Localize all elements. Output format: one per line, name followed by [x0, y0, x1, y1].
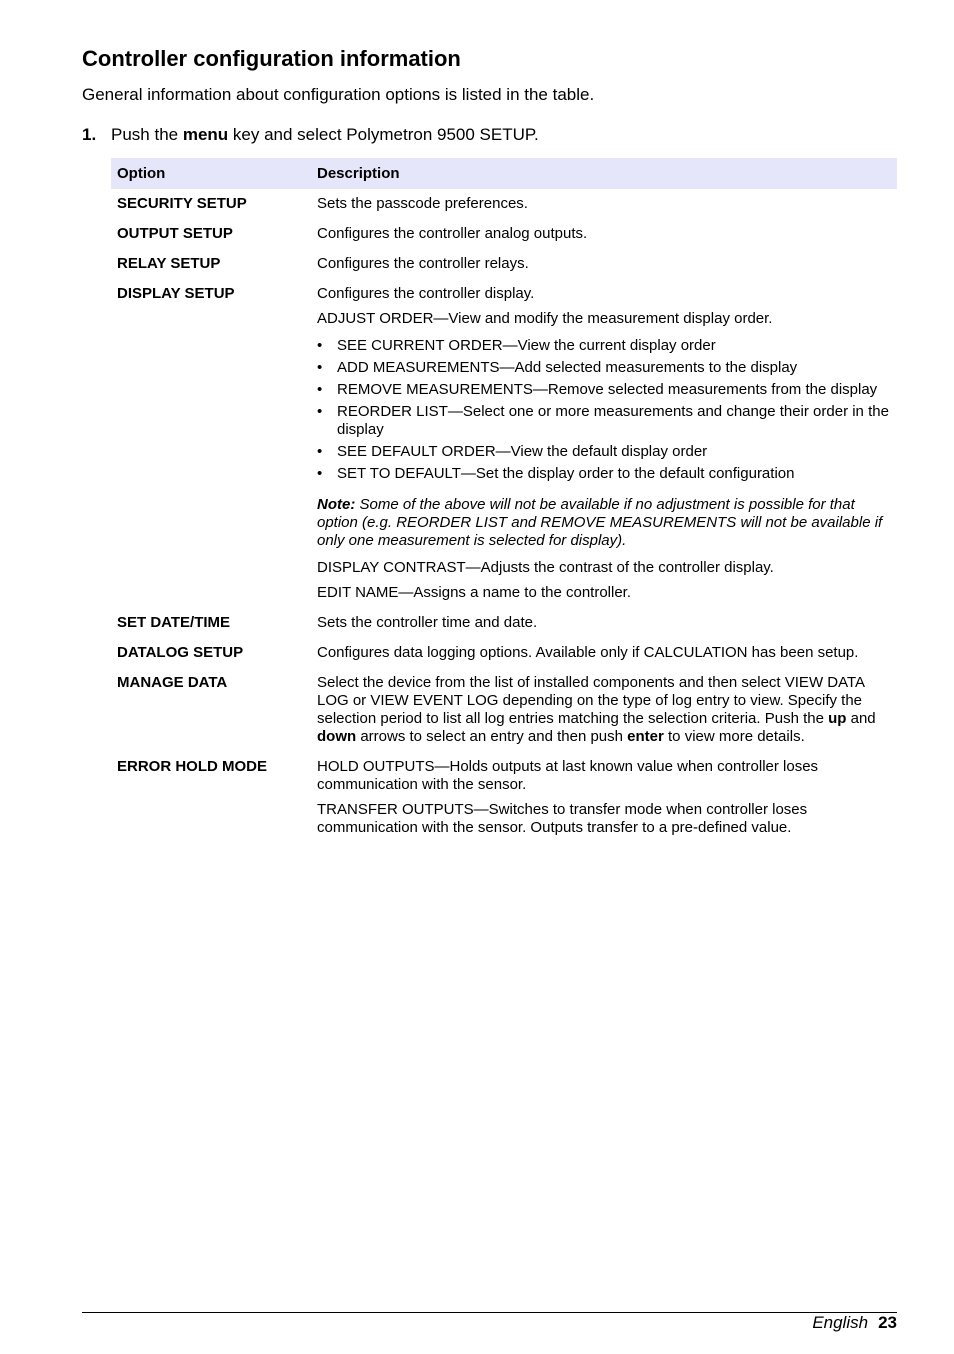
bullet-icon: • — [317, 337, 323, 354]
table-row — [111, 608, 897, 638]
step-number: 1. — [82, 125, 97, 144]
description-text: Configures the controller analog outputs. — [317, 225, 588, 242]
list-item — [317, 403, 891, 439]
bullet-icon: • — [317, 403, 323, 420]
table-row — [111, 638, 897, 668]
description-cell — [311, 219, 897, 249]
option-cell: OUTPUT SETUP — [117, 225, 233, 242]
note-label: Note: — [317, 496, 356, 513]
option-cell: MANAGE DATA — [117, 674, 228, 691]
description-cell — [311, 752, 897, 843]
description-text: Configures the controller display. — [317, 285, 535, 302]
description-cell — [311, 668, 897, 752]
option-cell: DATALOG SETUP — [117, 644, 244, 661]
table-row — [111, 668, 897, 752]
list-item-text: ADD MEASUREMENTS—Add selected measurements to the display — [337, 359, 798, 376]
option-cell: RELAY SETUP — [117, 255, 221, 272]
down-key: down — [317, 728, 357, 745]
list-item — [317, 465, 891, 483]
description-text: Sets the controller time and date. — [317, 614, 538, 631]
note — [317, 496, 891, 550]
enter-key: enter — [627, 728, 664, 745]
footer-language: English — [812, 1313, 869, 1332]
option-cell: SET DATE/TIME — [117, 614, 231, 631]
header-option: Option — [111, 158, 311, 189]
header-description: Description — [311, 158, 897, 189]
description-text: Configures data logging options. Available only if CALCULATION has been setup. — [317, 644, 859, 661]
hold-outputs-text: HOLD OUTPUTS—Holds outputs at last known value when controller loses communication with the sensor. — [317, 758, 819, 793]
description-text: Sets the passcode preferences. — [317, 195, 528, 212]
list-item — [317, 337, 891, 355]
transfer-outputs-text: TRANSFER OUTPUTS—Switches to transfer mode when controller loses communication with the sensor. Outputs transfer to a pre-defined value. — [317, 801, 808, 836]
adjust-order-text: ADJUST ORDER—View and modify the measurement display order. — [317, 310, 773, 327]
step-text-after: key and select Polymetron 9500 SETUP. — [228, 125, 539, 144]
step-key: menu — [182, 125, 229, 144]
display-order-list — [317, 337, 891, 483]
bullet-icon: • — [317, 443, 323, 460]
table-row — [111, 249, 897, 279]
footer-divider — [82, 1312, 897, 1313]
page-footer — [812, 1312, 897, 1334]
option-cell: ERROR HOLD MODE — [117, 758, 267, 775]
list-item — [317, 443, 891, 461]
description-cell — [311, 279, 897, 608]
option-cell: SECURITY SETUP — [117, 195, 247, 212]
table-row — [111, 219, 897, 249]
table-row — [111, 189, 897, 219]
options-table — [111, 158, 897, 843]
list-item-text: SEE CURRENT ORDER—View the current display order — [337, 337, 716, 354]
bullet-icon: • — [317, 359, 323, 376]
display-contrast-text: DISPLAY CONTRAST—Adjusts the contrast of the controller display. — [317, 559, 774, 576]
description-cell — [311, 638, 897, 668]
description-cell — [311, 189, 897, 219]
intro-paragraph: General information about configuration options is listed in the table. — [82, 85, 595, 104]
description-cell — [311, 608, 897, 638]
list-item-text: REORDER LIST—Select one or more measurements and change their order in the display — [337, 403, 889, 438]
table-header-row — [111, 158, 897, 189]
list-item-text: SET TO DEFAULT—Set the display order to the default configuration — [337, 465, 795, 482]
table-row — [111, 279, 897, 608]
page-number: 23 — [878, 1313, 897, 1332]
manage-data-text — [317, 674, 891, 746]
list-item — [317, 381, 891, 399]
edit-name-text: EDIT NAME—Assigns a name to the controller. — [317, 584, 632, 601]
description-text: Configures the controller relays. — [317, 255, 529, 272]
bullet-icon: • — [317, 465, 323, 482]
list-item-text: SEE DEFAULT ORDER—View the default display order — [337, 443, 708, 460]
up-key: up — [828, 710, 847, 727]
bullet-icon: • — [317, 381, 323, 398]
manage-text-and: and — [846, 710, 876, 727]
manage-text-2: arrows to select an entry and then push — [356, 728, 628, 745]
table-row — [111, 752, 897, 843]
step-text-before: Push the — [111, 125, 183, 144]
section-title: Controller configuration information — [82, 46, 461, 71]
step-1 — [82, 124, 539, 146]
list-item — [317, 359, 891, 377]
list-item-text: REMOVE MEASUREMENTS—Remove selected measurements from the display — [337, 381, 878, 398]
note-text: Some of the above will not be available if no adjustment is possible for that option (e.g. REORDER LIST and REMOVE MEASUREMENTS will not be available if only one measurement is selected for display). — [317, 496, 883, 549]
manage-text-3: to view more details. — [663, 728, 805, 745]
description-cell — [311, 249, 897, 279]
option-cell: DISPLAY SETUP — [117, 285, 235, 302]
manage-text-1: Select the device from the list of installed components and then select VIEW DATA LOG or VIEW EVENT LOG depending on the type of log entry to view. Specify the selection period to list all log entries matching the selection criteria. Push the — [317, 674, 865, 727]
